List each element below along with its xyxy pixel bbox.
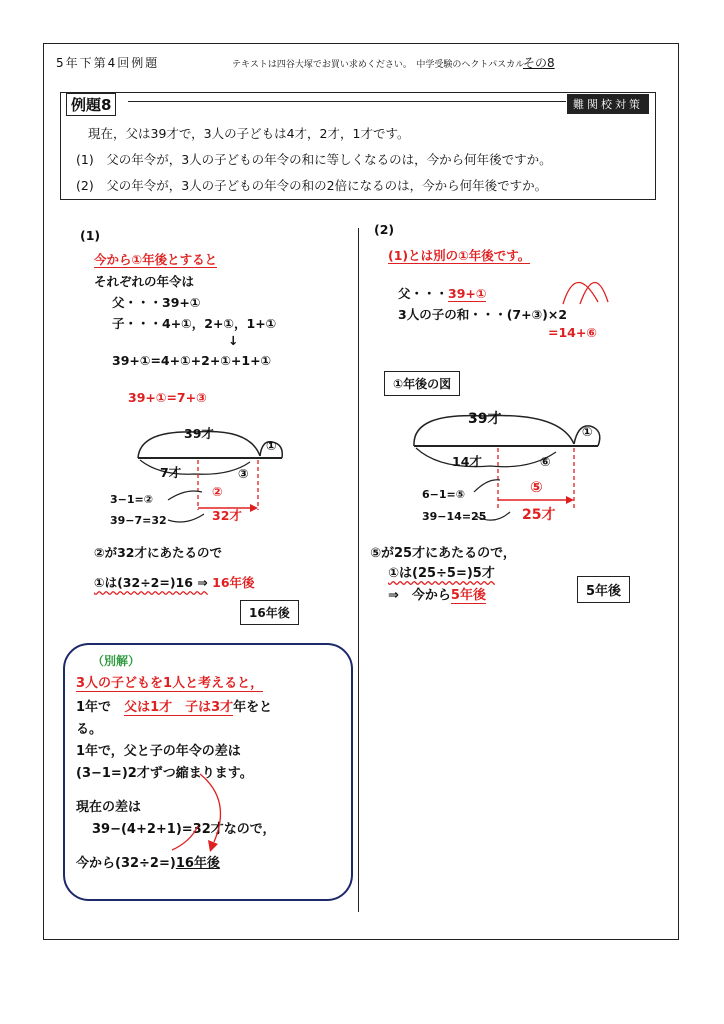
diagram2-calc1: 6−1=⑤ [422, 488, 466, 501]
diagram1-39: 39才 [184, 426, 214, 441]
children-sum-result: =14+⑥ [548, 325, 597, 340]
alt-line-3: る。 [76, 722, 103, 737]
part-2-label: (2) [374, 222, 395, 237]
header-note: テキストは四谷大塚でお買い求めください。 中学受験のヘクトパスカル [232, 60, 525, 70]
father-age: 父・・・39+① [112, 295, 201, 310]
diagram2-25: 25才 [522, 507, 556, 523]
diagram2-five: ⑤ [530, 478, 543, 496]
alt-line-6: 現在の差は [76, 800, 142, 815]
children-age: 子・・・4+①，2+①，1+① [112, 316, 277, 331]
alt-line-5: (3−1=)2才ずつ縮まります。 [76, 766, 253, 781]
diagram1-32: 32才 [212, 508, 242, 523]
diagram2-one: ① [582, 424, 593, 439]
diagram2-six: ⑥ [540, 454, 551, 469]
conclusion-1: ②が32才にあたるので [94, 545, 222, 560]
equation-2: 39+①=7+③ [128, 390, 207, 405]
assume-text: 今から①年後とすると [94, 252, 218, 267]
diagram2-39: 39才 [468, 411, 502, 427]
equation-1: 39+①=4+①+2+①+1+① [112, 353, 272, 368]
question-2: (2) 父の年令が，3人の子どもの年令の和の2倍になるのは，今から何年後ですか。 [76, 178, 548, 193]
diagram1-seven: 7才 [160, 465, 182, 480]
problem-tag: 例題8 [66, 93, 116, 116]
solve-2: ①は(25÷5=)5才 [388, 566, 495, 581]
alt-line-7: 39−(4+2+1)=32才なので， [92, 822, 276, 837]
diagram1-three: ③ [238, 466, 249, 481]
part-1-label: (1) [80, 228, 101, 243]
answer-box-2: 5年後 [577, 576, 630, 603]
header-title: 5年下第4回例題 [56, 56, 160, 70]
alt-line-4: 1年で，父と子の年令の差は [76, 744, 241, 759]
children-sum: 3人の子の和・・・(7+③)×2 [398, 307, 568, 322]
diagram2-14: 14才 [452, 454, 482, 469]
diagram-label-box: ①年後の図 [384, 371, 460, 396]
alt-line-1: 3人の子どもを1人と考えると， [76, 676, 264, 691]
alt-title: （別解） [92, 654, 141, 668]
answer-box-1: 16年後 [240, 600, 299, 625]
father-age-2: 父・・・39+① [398, 286, 487, 301]
different-note: (1)とは別の①年後です。 [388, 248, 531, 263]
difficulty-badge: 難関校対策 [567, 94, 649, 114]
conclusion-2: ⑤が25才にあたるので， [370, 546, 516, 561]
alt-line-2: 1年で 父は1才 子は3才年をと [76, 700, 273, 715]
diagram1-calc2: 39−7=32 [110, 514, 167, 527]
diagram2-calc2: 39−14=25 [422, 510, 487, 523]
diagram1-calc1: 3−1=② [110, 493, 154, 506]
problem-statement: 現在，父は39才で，3人の子どもは4才，2才，1才です。 [88, 126, 410, 141]
header-page: その8 [523, 56, 555, 70]
question-1: (1) 父の年令が，3人の子どもの年令の和に等しくなるのは，今から何年後ですか。 [76, 152, 552, 167]
diagram1-two: ② [212, 484, 223, 499]
diagram1-one: ① [266, 438, 277, 453]
ages-heading: それぞれの年令は [94, 274, 195, 289]
solve-1: ①は(32÷2=)16 ⇒ 16年後 [94, 575, 255, 590]
alt-line-8: 今から(32÷2=)16年後 [76, 856, 220, 871]
down-arrow: ↓ [228, 333, 239, 348]
answer-line-2: ⇒ 今から5年後 [388, 588, 486, 603]
